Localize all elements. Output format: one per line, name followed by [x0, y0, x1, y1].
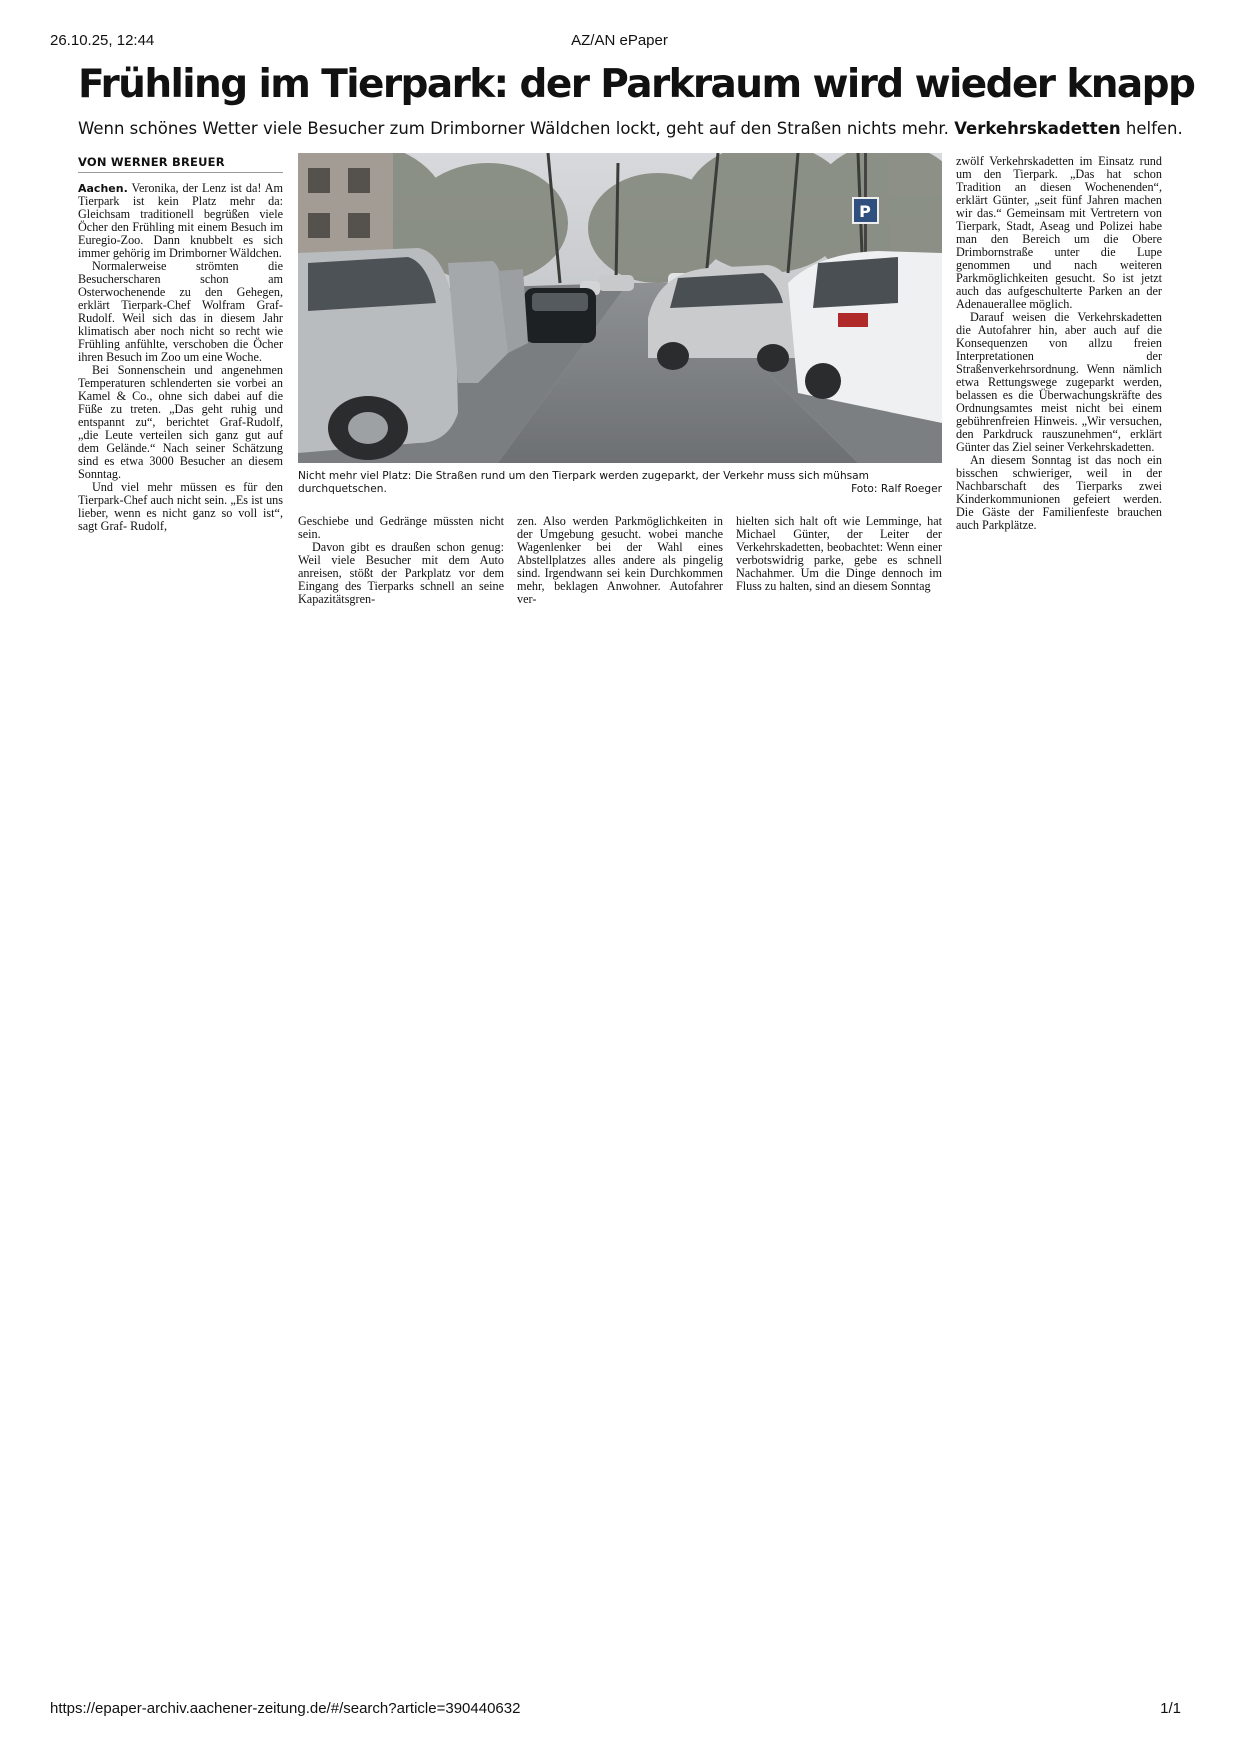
- col5-paragraph-1: zwölf Verkehrskadetten im Einsatz rund um den Tierpark. „Das hat schon Tradition an diesen Wochenenden“, erklärt Günter, „seit fünf Jahren machen wir das.“ Gemeinsam mit Vertretern von Tierpark, Stadt, Aseag und Polizei habe man den Bereich um die Obere Drimbornstraße unter die Lupe genommen und nach weiteren Parkmöglichkeiten gesucht. So ist jetzt auch das aufgeschulterte Parken an der Adenauerallee möglich.: [956, 154, 1162, 311]
- print-url: https://epaper-archiv.aachener-zeitung.de/#/search?article=390440632: [50, 1700, 521, 1717]
- col1-paragraph-4: Und viel mehr müssen es für den Tierpark-Chef auch nicht sein. „Es ist uns lieber, wenn es nicht ganz so voll ist“, sagt Graf- Rudolf,: [78, 480, 283, 533]
- article-column-2: [298, 515, 504, 606]
- article-column-1: [78, 182, 283, 533]
- col1-paragraph-1: [78, 182, 283, 260]
- col5-paragraph-3: An diesem Sonntag ist das noch ein bisschen schwieriger, weil in der Nachbarschaft des Tierparks zwei Kinderkommunionen gefeiert werden. Die Gäste der Familienfeste brauchen auch Parkplätze.: [956, 453, 1162, 532]
- col1-paragraph-3: Bei Sonnenschein und angenehmen Temperaturen schlenderten sie vorbei an Kamel & Co., ohne sich dabei auf die Füße zu treten. „Das geht ruhig und entspannt zu“, berichtet Graf-Rudolf, „die Leute verteilen sich ganz gut auf dem Gelände.“ Nach seiner Schätzung sind es etwa 3000 Besucher an diesem Sonntag.: [78, 363, 283, 481]
- col2-paragraph-1: Geschiebe und Gedränge müssten nicht sein.: [298, 514, 504, 541]
- print-page-title: AZ/AN ePaper: [571, 32, 668, 49]
- dateline: Aachen.: [78, 182, 128, 195]
- col1-p1-text: Veronika, der Lenz ist da! Am Tierpark ist kein Platz mehr da: Gleichsam traditionell begrüßen viele Öcher den Frühling mit einem Besuch im Euregio-Zoo. Dann knubbelt es sich immer gehörig im Drimborner Wäldchen.: [78, 181, 283, 260]
- col5-paragraph-2: Darauf weisen die Verkehrskadetten die Autofahrer hin, aber auch auf die Konsequenzen von allzu freien Interpretationen der Straßenverkehrsordnung. Wenn nämlich etwa Rettungswege zugeparkt werden, belassen es die Überwachungskräfte des Ordnungsamtes meist nicht bei einem gebührenfreien Hinweis. „Wir versuchen, den Parkdruck rauszunehmen“, erklärt Günter das Ziel seiner Verkehrskadetten.: [956, 310, 1162, 454]
- subhead-text: Wenn schönes Wetter viele Besucher zum Drimborner Wäldchen lockt, geht auf den Straßen nichts mehr.: [78, 119, 949, 138]
- article-column-5: [956, 155, 1162, 532]
- subhead-end: helfen.: [1125, 119, 1183, 138]
- print-page-number: 1/1: [1160, 1700, 1181, 1717]
- col1-paragraph-2: Normalerweise strömten die Besucherscharen schon am Osterwochenende zu den Gehegen, erklärt Tierpark-Chef Wolfram Graf-Rudolf. Weil sich das in diesem Jahr klimatisch aber noch nicht so recht wie Frühling anfühlte, verschoben die Öcher ihren Besuch im Zoo um eine Woche.: [78, 259, 283, 364]
- article-column-4: [736, 515, 942, 593]
- print-datetime: 26.10.25, 12:44: [50, 32, 155, 49]
- article-headline: Frühling im Tierpark: der Parkraum wird wieder knapp: [78, 62, 1195, 107]
- article-column-3: [517, 515, 723, 606]
- byline: VON WERNER BREUER: [78, 155, 283, 173]
- parking-sign-letter: P: [859, 202, 871, 221]
- caption-text: Nicht mehr viel Platz: Die Straßen rund um den Tierpark werden zugeparkt, der Verkehr muss sich mühsam durchquetschen.: [298, 470, 869, 495]
- col4-paragraph-1: hielten sich halt oft wie Lemminge, hat Michael Günter, der Leiter der Verkehrskadetten, beobachtet: Wenn einer verbotswidrig parke, gebe es schnell Nachahmer. Um die Dinge dennoch im Fluss zu halten, sind an diesem Sonntag: [736, 514, 942, 593]
- article-subhead: [78, 117, 1183, 141]
- subhead-bold: Verkehrskadetten: [954, 119, 1121, 138]
- photo-caption: [298, 470, 942, 496]
- col2-paragraph-2: Davon gibt es draußen schon genug: Weil viele Besucher mit dem Auto anreisen, stößt der Parkplatz vor dem Eingang des Tierparks schnell an seine Kapazitätsgren-: [298, 540, 504, 606]
- col3-paragraph-1: zen. Also werden Parkmöglichkeiten in der Umgebung gesucht. wobei manche Wagenlenker bei der Wahl eines Abstellplatzes alles andere als pingelig sind. Irgendwann sei kein Durchkommen mehr, beklagen Anwohner. Autofahrer ver-: [517, 514, 723, 606]
- photo-credit: Foto: Ralf Roeger: [851, 483, 942, 495]
- article-photo: [298, 153, 942, 463]
